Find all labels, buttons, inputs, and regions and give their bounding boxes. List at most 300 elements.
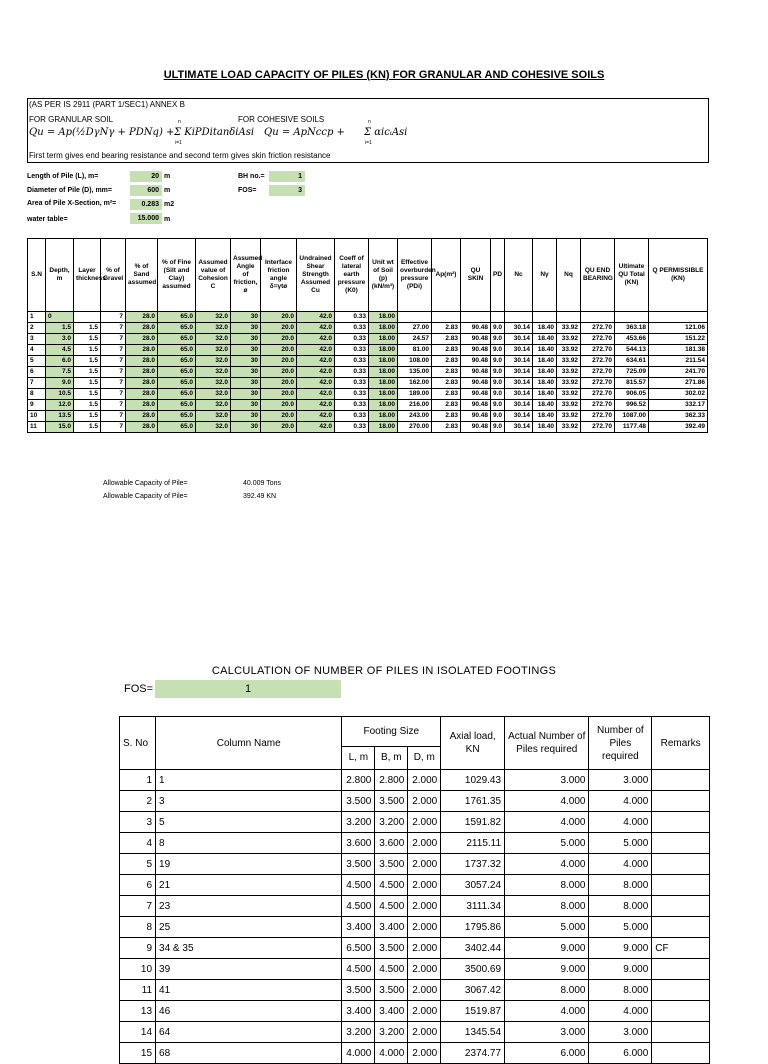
table-cell: 9.0 xyxy=(491,389,505,400)
table-cell: 0.33 xyxy=(335,345,369,356)
table-cell xyxy=(505,312,533,323)
header-column-name: Column Name xyxy=(156,717,342,770)
table-cell: 0.33 xyxy=(335,422,369,433)
table-cell: 42.0 xyxy=(297,356,335,367)
table-cell: 15.0 xyxy=(46,422,74,433)
footing-title: CALCULATION OF NUMBER OF PILES IN ISOLATED FOOTINGS xyxy=(211,665,557,677)
table-cell: 90.48 xyxy=(461,378,491,389)
header-number-piles: Number of Piles required xyxy=(589,717,652,770)
table-row xyxy=(120,875,710,896)
table-cell: 42.0 xyxy=(297,422,335,433)
table-cell: 1.5 xyxy=(74,345,101,356)
table-cell: 1591.82 xyxy=(441,812,505,833)
table-cell: 30.14 xyxy=(505,345,533,356)
table-cell: 1177.48 xyxy=(615,422,649,433)
header-k0: Coeff of lateral earth pressure (K0) xyxy=(335,239,369,312)
header-ap: Ap(m²) xyxy=(432,239,461,312)
table-cell: 30.14 xyxy=(505,389,533,400)
table-cell: 68 xyxy=(156,1043,342,1064)
table-row xyxy=(28,411,708,422)
table-cell xyxy=(398,312,432,323)
footing-fos-value[interactable]: 1 xyxy=(155,680,341,698)
table-cell: 3 xyxy=(120,812,156,833)
table-cell: 2 xyxy=(120,791,156,812)
table-cell: 2.83 xyxy=(432,400,461,411)
table-row xyxy=(28,400,708,411)
table-cell: 3.500 xyxy=(375,791,408,812)
table-cell: 4.500 xyxy=(375,875,408,896)
table-cell: 7 xyxy=(101,367,126,378)
table-cell: 8 xyxy=(156,833,342,854)
table-cell: 7 xyxy=(101,400,126,411)
table-cell: 392.49 xyxy=(649,422,708,433)
table-cell: 30.14 xyxy=(505,378,533,389)
table-cell xyxy=(74,312,101,323)
header-sn: S.N xyxy=(28,239,46,312)
table-cell: 3.200 xyxy=(342,1022,375,1043)
table-cell: 18.00 xyxy=(369,367,398,378)
header-remarks: Remarks xyxy=(652,717,710,770)
table-cell: 6.000 xyxy=(505,1043,589,1064)
table-cell: 2.000 xyxy=(408,959,441,980)
table-cell: 65.0 xyxy=(158,323,196,334)
water-table-unit: m xyxy=(164,216,171,223)
table-cell: 18.00 xyxy=(369,411,398,422)
bh-value[interactable]: 1 xyxy=(269,171,305,182)
table-cell: 42.0 xyxy=(297,367,335,378)
table-cell: 4.000 xyxy=(505,1001,589,1022)
table-cell: 996.52 xyxy=(615,400,649,411)
table-cell: 32.0 xyxy=(196,312,231,323)
footing-table xyxy=(119,716,710,1064)
header-pd: PD xyxy=(491,239,505,312)
table-cell: 18.40 xyxy=(533,422,557,433)
table-cell: 33.92 xyxy=(557,334,581,345)
table-cell: 30.14 xyxy=(505,323,533,334)
table-cell: 11 xyxy=(120,980,156,1001)
table-cell xyxy=(557,312,581,323)
table-cell: 2.000 xyxy=(408,854,441,875)
table-cell: 7.5 xyxy=(46,367,74,378)
table-cell: 30.14 xyxy=(505,400,533,411)
table-row xyxy=(120,770,710,791)
table-cell: 28.0 xyxy=(126,312,158,323)
table-row xyxy=(28,367,708,378)
table-cell xyxy=(432,312,461,323)
table-row xyxy=(28,323,708,334)
table-cell: 272.70 xyxy=(581,422,615,433)
table-cell: 1029.43 xyxy=(441,770,505,791)
table-cell: 3.500 xyxy=(375,854,408,875)
header-friction: Assumed Angle of friction, ø xyxy=(231,239,261,312)
table-cell: 20.0 xyxy=(261,367,297,378)
table-cell: 4.500 xyxy=(375,959,408,980)
table-cell xyxy=(652,812,710,833)
table-cell: 151.22 xyxy=(649,334,708,345)
table-row xyxy=(28,356,708,367)
table-cell: 4.000 xyxy=(375,1043,408,1064)
table-cell: 9 xyxy=(120,938,156,959)
table-cell: 5.000 xyxy=(505,833,589,854)
table-cell: 18.40 xyxy=(533,323,557,334)
table-cell xyxy=(533,312,557,323)
table-cell: 189.00 xyxy=(398,389,432,400)
table-cell: 216.00 xyxy=(398,400,432,411)
table-cell: 33.92 xyxy=(557,422,581,433)
table-cell: 20.0 xyxy=(261,323,297,334)
table-cell: 3.200 xyxy=(375,812,408,833)
table-cell: 33.92 xyxy=(557,411,581,422)
table-cell xyxy=(652,917,710,938)
table-cell: 32.0 xyxy=(196,367,231,378)
table-cell: 7 xyxy=(101,334,126,345)
diameter-value[interactable]: 600 xyxy=(130,185,162,196)
table-cell: 7 xyxy=(101,345,126,356)
table-cell: 3.400 xyxy=(375,917,408,938)
cohesive-sum-top: n xyxy=(368,119,371,125)
cohesive-label: FOR COHESIVE SOILS xyxy=(238,115,325,124)
length-unit: m xyxy=(164,173,171,180)
header-d: D, m xyxy=(408,746,441,769)
table-cell: 42.0 xyxy=(297,323,335,334)
table-cell xyxy=(652,959,710,980)
table-cell: 65.0 xyxy=(158,422,196,433)
table-cell: 3.200 xyxy=(375,1022,408,1043)
footing-header-row-1 xyxy=(120,717,710,747)
table-cell xyxy=(652,896,710,917)
table-cell: 65.0 xyxy=(158,367,196,378)
table-cell: 3111.34 xyxy=(441,896,505,917)
table-cell: 6.500 xyxy=(342,938,375,959)
table-cell: 5 xyxy=(156,812,342,833)
table-cell: 30 xyxy=(231,312,261,323)
table-cell: 39 xyxy=(156,959,342,980)
table-cell: 65.0 xyxy=(158,345,196,356)
cohesive-formula-lhs: Qu = ApNccp + xyxy=(264,127,345,138)
table-cell: 28.0 xyxy=(126,411,158,422)
table-cell: 46 xyxy=(156,1001,342,1022)
table-cell: 4.5 xyxy=(46,345,74,356)
table-cell: 3.400 xyxy=(342,1001,375,1022)
table-cell: 2.800 xyxy=(342,770,375,791)
granular-sum-top: n xyxy=(178,119,181,125)
table-cell: 6 xyxy=(28,367,46,378)
table-cell: 5.000 xyxy=(505,917,589,938)
table-cell: 30 xyxy=(231,334,261,345)
table-cell: 1.5 xyxy=(74,422,101,433)
table-cell: 1737.32 xyxy=(441,854,505,875)
table-cell: 8.000 xyxy=(589,980,652,1001)
table-cell: 90.48 xyxy=(461,389,491,400)
table-cell: 5.000 xyxy=(589,917,652,938)
table-cell: 18.40 xyxy=(533,334,557,345)
page-title: ULTIMATE LOAD CAPACITY OF PILES (KN) FOR GRANULAR AND COHESIVE SOILS xyxy=(163,69,605,81)
table-cell: 2.800 xyxy=(375,770,408,791)
water-table-value[interactable]: 15.000 xyxy=(130,213,162,224)
table-cell: 3.0 xyxy=(46,334,74,345)
table-cell xyxy=(652,1022,710,1043)
table-cell: 21 xyxy=(156,875,342,896)
table-cell: 1.5 xyxy=(74,356,101,367)
table-row xyxy=(120,833,710,854)
table-cell: 181.38 xyxy=(649,345,708,356)
table-cell: 8 xyxy=(28,389,46,400)
table-cell: 0.33 xyxy=(335,356,369,367)
table-cell xyxy=(652,1043,710,1064)
table-cell: 7 xyxy=(101,356,126,367)
table-cell xyxy=(615,312,649,323)
table-cell: 30 xyxy=(231,400,261,411)
table-cell: 1087.00 xyxy=(615,411,649,422)
table-cell: 1.5 xyxy=(74,400,101,411)
table-cell: 7 xyxy=(101,323,126,334)
table-cell: 2.83 xyxy=(432,422,461,433)
table-cell: 20.0 xyxy=(261,400,297,411)
table-cell: 0.33 xyxy=(335,389,369,400)
table-cell: 28.0 xyxy=(126,422,158,433)
granular-sum-bottom: i=1 xyxy=(175,140,182,146)
table-cell: 2.000 xyxy=(408,980,441,1001)
table-cell: 18.40 xyxy=(533,367,557,378)
table-cell: 30.14 xyxy=(505,334,533,345)
table-cell: 20.0 xyxy=(261,345,297,356)
table-cell: 20.0 xyxy=(261,378,297,389)
table-cell: 1 xyxy=(156,770,342,791)
area-value[interactable]: 0.283 xyxy=(130,199,162,210)
table-cell: 42.0 xyxy=(297,334,335,345)
table-cell: 18.40 xyxy=(533,378,557,389)
table-cell: 18.40 xyxy=(533,400,557,411)
table-cell: 28.0 xyxy=(126,367,158,378)
table-cell: 32.0 xyxy=(196,323,231,334)
table-cell: 815.57 xyxy=(615,378,649,389)
table-row xyxy=(28,422,708,433)
header-cohesion: Assumed value of Cohesion C xyxy=(196,239,231,312)
table-cell: 32.0 xyxy=(196,356,231,367)
table-cell: 13.5 xyxy=(46,411,74,422)
table-row xyxy=(28,334,708,345)
table-cell xyxy=(652,980,710,1001)
header-l: L, m xyxy=(342,746,375,769)
length-value[interactable]: 20 xyxy=(130,171,162,182)
table-cell: 30 xyxy=(231,411,261,422)
table-cell: 7 xyxy=(101,378,126,389)
table-cell: 2.000 xyxy=(408,833,441,854)
table-row xyxy=(120,1001,710,1022)
table-cell: 2.83 xyxy=(432,389,461,400)
table-cell: 9.000 xyxy=(589,959,652,980)
table-cell: 30 xyxy=(231,367,261,378)
table-cell: 1 xyxy=(28,312,46,323)
header-nq: Nq xyxy=(557,239,581,312)
table-cell: 544.13 xyxy=(615,345,649,356)
table-cell: 6.000 xyxy=(589,1043,652,1064)
table-cell: 8.000 xyxy=(589,875,652,896)
table-cell: CF xyxy=(652,938,710,959)
fos-value[interactable]: 3 xyxy=(269,185,305,196)
table-cell xyxy=(581,312,615,323)
table-cell: 1.5 xyxy=(74,378,101,389)
table-cell: 3067.42 xyxy=(441,980,505,1001)
table-row xyxy=(120,980,710,1001)
table-cell: 42.0 xyxy=(297,389,335,400)
table-cell: 725.09 xyxy=(615,367,649,378)
table-cell: 453.66 xyxy=(615,334,649,345)
table-cell: 2.83 xyxy=(432,378,461,389)
table-cell: 3402.44 xyxy=(441,938,505,959)
header-undrained: Undrained Shear Strength Assumed Cu xyxy=(297,239,335,312)
pile-header-row xyxy=(28,239,708,312)
length-label: Length of Pile (L), m= xyxy=(27,173,99,180)
table-cell: 9.0 xyxy=(491,378,505,389)
granular-label: FOR GRANULAR SOIL xyxy=(29,115,114,124)
granular-formula-rhs: Σ KiPDitanδiAsi xyxy=(174,127,255,138)
granular-formula-lhs: Qu = Ap(½DγNγ + PDNq) + xyxy=(29,127,175,138)
formula-box xyxy=(27,98,709,163)
header-fine: % of Fine (Silt and Clay) assumed xyxy=(158,239,196,312)
table-cell: 23 xyxy=(156,896,342,917)
table-cell: 3.000 xyxy=(589,770,652,791)
table-cell: 270.00 xyxy=(398,422,432,433)
table-cell: 90.48 xyxy=(461,323,491,334)
table-cell: 30 xyxy=(231,378,261,389)
table-cell: 18.00 xyxy=(369,389,398,400)
table-cell: 18.00 xyxy=(369,323,398,334)
table-cell: 90.48 xyxy=(461,422,491,433)
table-cell: 7 xyxy=(101,411,126,422)
table-cell: 2.000 xyxy=(408,1022,441,1043)
table-cell: 135.00 xyxy=(398,367,432,378)
table-cell: 6 xyxy=(120,875,156,896)
header-qu-end: QU END BEARING xyxy=(581,239,615,312)
table-row xyxy=(120,1022,710,1043)
table-cell: 3057.24 xyxy=(441,875,505,896)
table-cell: 28.0 xyxy=(126,323,158,334)
table-row xyxy=(28,389,708,400)
table-cell: 25 xyxy=(156,917,342,938)
table-cell: 18.00 xyxy=(369,422,398,433)
header-b: B, m xyxy=(375,746,408,769)
table-cell: 7 xyxy=(120,896,156,917)
table-cell: 18.00 xyxy=(369,356,398,367)
table-cell: 6.0 xyxy=(46,356,74,367)
table-cell: 9 xyxy=(28,400,46,411)
pile-capacity-table xyxy=(27,238,708,433)
table-cell: 7 xyxy=(101,389,126,400)
table-cell: 28.0 xyxy=(126,345,158,356)
table-cell: 33.92 xyxy=(557,356,581,367)
table-cell: 9.0 xyxy=(491,334,505,345)
table-cell: 30.14 xyxy=(505,411,533,422)
table-cell: 4.000 xyxy=(505,854,589,875)
table-cell: 2.83 xyxy=(432,323,461,334)
table-row xyxy=(28,312,708,323)
table-cell: 9.0 xyxy=(491,356,505,367)
header-sno: S. No xyxy=(120,717,156,770)
diameter-label: Diameter of Pile (D), mm= xyxy=(27,187,112,194)
table-cell: 3.400 xyxy=(375,1001,408,1022)
table-cell: 211.54 xyxy=(649,356,708,367)
table-cell: 34 & 35 xyxy=(156,938,342,959)
table-cell: 10 xyxy=(120,959,156,980)
table-cell: 33.92 xyxy=(557,378,581,389)
table-cell: 32.0 xyxy=(196,389,231,400)
table-cell: 42.0 xyxy=(297,378,335,389)
table-cell: 32.0 xyxy=(196,334,231,345)
table-cell: 28.0 xyxy=(126,389,158,400)
table-cell: 8.000 xyxy=(589,896,652,917)
table-cell: 9.000 xyxy=(589,938,652,959)
table-cell: 2115.11 xyxy=(441,833,505,854)
table-cell: 30.14 xyxy=(505,367,533,378)
table-row xyxy=(120,791,710,812)
header-unit-wt: Unit wt of Soil (p) (kN/m³) xyxy=(369,239,398,312)
table-cell: 11 xyxy=(28,422,46,433)
table-cell: 4.000 xyxy=(589,854,652,875)
table-cell xyxy=(649,312,708,323)
table-cell: 162.00 xyxy=(398,378,432,389)
table-cell: 18.40 xyxy=(533,345,557,356)
table-cell: 10 xyxy=(28,411,46,422)
table-cell: 9.000 xyxy=(505,959,589,980)
table-cell: 90.48 xyxy=(461,334,491,345)
table-cell: 65.0 xyxy=(158,356,196,367)
table-cell: 272.70 xyxy=(581,345,615,356)
table-cell: 634.61 xyxy=(615,356,649,367)
table-cell: 27.00 xyxy=(398,323,432,334)
table-cell: 33.92 xyxy=(557,400,581,411)
header-footing-size: Footing Size xyxy=(342,717,441,747)
header-interface: Interface friction angle δ=γtø xyxy=(261,239,297,312)
bh-label: BH no.= xyxy=(238,173,265,180)
table-cell xyxy=(652,854,710,875)
table-cell xyxy=(652,791,710,812)
cohesive-sum-bottom: i=1 xyxy=(365,140,372,146)
fos-label: FOS= xyxy=(238,187,257,194)
table-row xyxy=(120,917,710,938)
table-cell: 18.40 xyxy=(533,389,557,400)
table-cell: 65.0 xyxy=(158,400,196,411)
table-cell: 90.48 xyxy=(461,411,491,422)
table-cell: 2.83 xyxy=(432,334,461,345)
table-row xyxy=(28,378,708,389)
table-cell: 243.00 xyxy=(398,411,432,422)
table-cell: 0.33 xyxy=(335,378,369,389)
table-cell: 65.0 xyxy=(158,378,196,389)
table-cell: 3.000 xyxy=(589,1022,652,1043)
table-cell: 2.000 xyxy=(408,917,441,938)
table-row xyxy=(120,938,710,959)
table-cell: 20.0 xyxy=(261,389,297,400)
table-cell: 33.92 xyxy=(557,367,581,378)
table-cell: 3500.69 xyxy=(441,959,505,980)
table-cell: 18.40 xyxy=(533,411,557,422)
table-cell: 9.0 xyxy=(491,323,505,334)
table-cell: 4.000 xyxy=(505,791,589,812)
table-cell: 4.500 xyxy=(342,959,375,980)
area-label: Area of Pile X-Section, m²= xyxy=(27,200,117,207)
table-cell: 4 xyxy=(28,345,46,356)
table-cell: 28.0 xyxy=(126,356,158,367)
table-cell: 2.83 xyxy=(432,367,461,378)
table-cell: 81.00 xyxy=(398,345,432,356)
table-cell: 5 xyxy=(28,356,46,367)
code-reference: (AS PER IS 2911 (PART 1/SEC1) ANNEX B xyxy=(29,100,185,109)
table-cell: 28.0 xyxy=(126,334,158,345)
header-sand: % of Sand assumed xyxy=(126,239,158,312)
table-cell: 32.0 xyxy=(196,422,231,433)
table-cell: 12.0 xyxy=(46,400,74,411)
